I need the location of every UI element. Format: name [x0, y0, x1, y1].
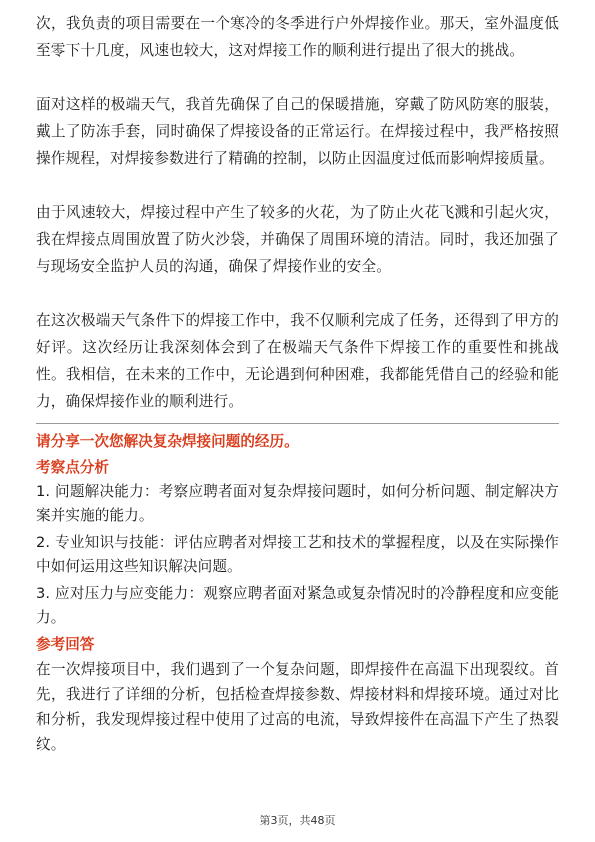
analysis-item-2: 2. 专业知识与技能：评估应聘者对焊接工艺和技术的掌握程度，以及在实际操作中如何运用这些知识解决问题。 [36, 534, 559, 575]
question-heading: 请分享一次您解决复杂焊接问题的经历。 [36, 433, 299, 450]
paragraph-2: 面对这样的极端天气，我首先确保了自己的保暖措施，穿戴了防风防寒的服装，戴上了防冻手套，同时确保了焊接设备的正常运行。在焊接过程中，我严格按照操作规程，对焊接参数进行了精确的控制，以防止因温度过低而影响焊接质量。 [36, 96, 559, 167]
paragraph-gap [36, 280, 559, 307]
analysis-title: 考察点分析 [36, 459, 109, 476]
paragraph-3: 由于风速较大，焊接过程中产生了较多的火花，为了防止火花飞溅和引起火灾，我在焊接点周围放置了防火沙袋，并确保了周围环境的清洁。同时，我还加强了与现场安全监护人员的沟通，确保了焊接作业的安全。 [36, 204, 559, 275]
analysis-item-1: 1. 问题解决能力：考察应聘者面对复杂焊接问题时，如何分析问题、制定解决方案并实施的能力。 [36, 483, 559, 524]
reference-answer: 在一次焊接项目中，我们遇到了一个复杂问题，即焊接件在高温下出现裂纹。首先，我进行了详细的分析，包括检查焊接参数、焊接材料和焊接环境。通过对比和分析，我发现焊接过程中使用了过高的电流，导致焊接件在高温下产生了热裂纹。 [36, 661, 559, 753]
paragraph-gap [36, 172, 559, 199]
paragraph-1: 次，我负责的项目需要在一个寒冷的冬季进行户外焊接作业。那天，室外温度低至零下十几度，风速也较大，这对焊接工作的顺利进行提出了很大的挑战。 [36, 15, 559, 59]
document-body [36, 10, 559, 757]
paragraph-gap [36, 64, 559, 91]
page-footer: 第3页，共48页 [259, 814, 336, 827]
section-divider [36, 423, 559, 424]
analysis-item-3: 3. 应对压力与应变能力：观察应聘者面对紧急或复杂情况时的冷静程度和应变能力。 [36, 585, 559, 626]
reference-title: 参考回答 [36, 636, 95, 653]
paragraph-4: 在这次极端天气条件下的焊接工作中，我不仅顺利完成了任务，还得到了甲方的好评。这次经历让我深刻体会到了在极端天气条件下焊接工作的重要性和挑战性。我相信，在未来的工作中，无论遇到何种困难，我都能凭借自己的经验和能力，确保焊接作业的顺利进行。 [36, 312, 559, 410]
